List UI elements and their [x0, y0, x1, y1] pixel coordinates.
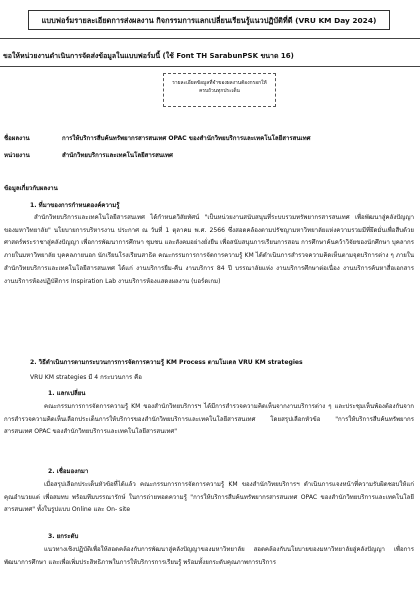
form-title-box — [28, 10, 390, 30]
step-1-paragraph: คณะกรรมการการจัดการความรู้ KM ของสำนักวิทยบริการฯ ได้มีการสำรวจความคิดเห็นจากงานบริการต่าง ๆ และประชุมเห็นพ้องต้องกันจากการสำรวจความคิดเห็นเลือกประเด็นการให้บริการของสำนักวิทยบริการและเทคโนโลยีสารสนเทศ โดยสรุปเลือกหัวข้อ "การให้บริการสืบค้นทรัพยากรสารสนเทศ OPAC ของสำนักวิทยบริการและเทคโนโลยีสารสนเทศ" — [4, 403, 414, 436]
step-2-heading: 2. เชื่อมองกมา — [48, 468, 89, 475]
annotation-note-box — [163, 73, 276, 107]
field-name-label: ชื่อผลงาน — [4, 135, 30, 142]
step-2-paragraph: เมื่อสรุปเลือกประเด็นหัวข้อที่ได้แล้ว คณะกรรมการการจัดการความรู้ KM ของสำนักวิทยบริการฯ ดำเนินการแจงหน้าที่ความรับผิดชอบให้แก่ คุณอำนวยแต่ เพื่อสมทบ พร้อมทีมบรรณารักษ์ ในการถ่ายทอดความรู้ "การให้บริการสืบค้นทรัพยากรสารสนเทศ OPAC ของสำนักวิทยบริการและเทคโนโลยีสารสนเทศ" ทั้งในรูปแบบ Online และ On- site — [4, 481, 414, 514]
annotation-note-line-2: ครบถ้วนทุกประเด็น — [199, 88, 240, 94]
section-info-heading: ข้อมูลเกี่ยวกับผลงาน — [4, 185, 58, 192]
annotation-note-line-1: รายละเอียดข้อมูลที่จำของผลงานต้องกรอกให้ — [172, 80, 267, 86]
top-divider — [0, 38, 420, 39]
instruction-text: ขอให้หน่วยงานดำเนินการจัดส่งข้อมูลในแบบฟอร์มนี้ (ใช้ Font TH SarabunPSK ขนาด 16) — [3, 52, 294, 60]
step-3-heading: 3. ยกระดับ — [48, 533, 79, 540]
subsection-1-heading: 1. ที่มาของการกำหนดองค์ความรู้ — [30, 202, 120, 209]
step-1-heading: 1. แลกเปลี่ยน — [48, 390, 86, 397]
field-name-value: การให้บริการสืบค้นทรัพยากรสารสนเทศ OPAC ของสำนักวิทยบริการและเทคโนโลยีสารสนเทศ — [62, 135, 311, 142]
subsection-2-heading: 2. วิธีดำเนินการตามกระบวนการการจัดการความรู้ KM Process ตามโมเดล VRU KM strategies — [30, 359, 303, 366]
subsection-1-paragraph: สำนักวิทยบริการและเทคโนโลยีสารสนเทศ ได้กำหนดวิสัยทัศน์ "เป็นหน่วยงานสนับสนุนที่ระบบรวมทรัพยากรสารสนเทศ เพื่อพัฒนาสู่คลังปัญญาของมหาวิทยาลัย" นโยบายการบริหารงาน ประกาศ ณ วันที่ 1 ตุลาคม พ.ศ. 2566 ซึ่งสอดคล้องตามปรัชญามหาวิทยาลัยแห่งความรวมมีที่ยึดมั่นเพื่อสืบด้วยศาสตร์พระราชาสู่คลังปัญญา เพื่อการพัฒนาการศึกษา ชุมชน และสังคมอย่างยั่งยืน เพื่อสนับสนุนการเรียนการสอน การศึกษาค้นคว้าวิจัยของนักศึกษา บุคลากรภายในมหาวิทยาลัย บุคคลภายนอก นักเรียนโรงเรียนสาธิต คณะกรรมการการจัดการความรู้ KM ได้ดำเนินการสำรวจความคิดเห็นตามจุดบริการต่าง ๆ ภายในสำนักวิทยบริการและเทคโนโลยีสารสนเทศ ได้แก่ งานบริการยืม-คืน งานบริการ 84 ปี บรรณาลัยแห่ง งานบริการศึกษาต่อเนื่อง งานบริการค้นหาสื่อเอกสาร งานบริการห้องปฏิบัติการ Inspiration Lab งานบริการห้องแสดงผลงาน (บอร์ดเกม) — [4, 214, 414, 285]
form-title: แบบฟอร์มรายละเอียดการส่งผลงาน กิจกรรมการแลกเปลี่ยนเรียนรู้แนวปฏิบัติที่ดี (VRU KM Day 2024) — [41, 16, 377, 25]
strategy-intro: VRU KM strategies มี 4 กระบวนการ คือ — [30, 374, 142, 381]
step-3-paragraph: แนวทางเชิงปฏิบัติเพื่อให้สอดคล้องกับการพัฒนาสู่คลังปัญญาของมหาวิทยาลัย สอดคล้องกับนโยบายของมหาวิทยาลัยสู่คลังปัญญา เพื่อการพัฒนาการศึกษา และเพื่อเพิ่มประสิทธิภาพในการให้บริการการเรียนรู้ พร้อมทั้งยกระดับคุณภาพการบริการ — [4, 546, 414, 566]
field-unit-label: หน่วยงาน — [4, 152, 30, 159]
field-unit-value: สำนักวิทยบริการและเทคโนโลยีสารสนเทศ — [62, 152, 173, 159]
instruction-divider — [0, 66, 420, 67]
